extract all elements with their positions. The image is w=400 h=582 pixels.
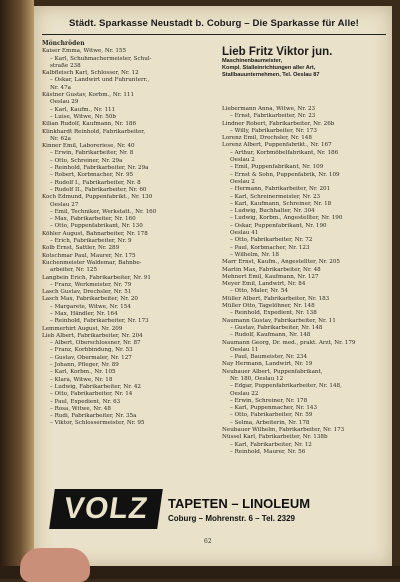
left-column (42, 40, 214, 428)
directory-entry: – Wilhelm, Nr. 18 (230, 251, 279, 258)
directory-entry: – Otto, Schreiner, Nr. 29a (50, 157, 123, 164)
directory-entry: – Robert, Korbmacher, Nr. 95 (50, 172, 134, 179)
directory-entry: Kotschmar Paul, Maurer, Nr. 175 (42, 252, 136, 259)
directory-entry: – Johann, Pfleger, Nr. 89 (50, 362, 119, 369)
directory-entry: – Ernst & Sohn, Puppenfabrik, Nr. 109 (230, 171, 340, 178)
directory-entry: – Karl, Korbm., Nr. 105 (50, 369, 116, 376)
advertisement-lieb (222, 46, 386, 104)
directory-entry: – Reinhold, Fabrikarbeiter, Nr. 29a (50, 165, 149, 172)
directory-entry: Nr. 47a (50, 84, 71, 91)
directory-entry: – Karl, Fabrikarbeiter, Nr. 12 (230, 441, 312, 448)
directory-entry: Liebermann Anna, Witwe, Nr. 23 (222, 106, 316, 112)
section-title: Mönchröden (42, 40, 85, 47)
directory-entry: – Klara, Witwe, Nr. 18 (50, 376, 113, 383)
directory-entry: Kästner Gustav, Korbm., Nr. 111 (42, 92, 135, 99)
book-spine (0, 0, 34, 579)
directory-entry: Oeslau 2 (230, 178, 255, 185)
directory-entry: – Paul, Expedient, Nr. 63 (50, 398, 121, 405)
directory-entry: Lorenz Albert, Puppenfabrikt., Nr. 167 (222, 142, 332, 149)
right-column (222, 106, 386, 456)
directory-entry: Martin Max, Fabrikarbeiter, Nr. 48 (222, 266, 321, 273)
directory-entry: – Karl, Kaufmann, Schreiner, Nr. 18 (230, 200, 332, 207)
directory-entry: – Otto, Puppenfabrikant, Nr. 130 (50, 223, 143, 230)
directory-entry: – Albert, Oberschlossner, Nr. 87 (50, 340, 141, 347)
directory-entry: – Viktor, Schlossermeister, Nr. 95 (50, 420, 145, 427)
volz-text (168, 496, 310, 523)
directory-entry: – Rudolf I., Fabrikarbeiter, Nr. 8 (50, 179, 141, 186)
directory-entry: – Reinhold, Maurer, Nr. 56 (230, 448, 306, 455)
directory-entry: Nay Hermann, Landwirt, Nr. 19 (222, 361, 313, 368)
directory-entry: – Emil, Puppenfabrikant, Nr. 109 (230, 164, 324, 171)
directory-entry: Lasch Max, Fabrikarbeiter, Nr. 20 (42, 296, 138, 303)
directory-entry: – Erwin, Schreiner, Nr. 178 (230, 397, 308, 404)
directory-entry: Neubauer Albert, Puppenfabrikant, (222, 368, 323, 375)
directory-entry: Lemmerhirt August, Nr. 209 (42, 325, 123, 332)
directory-entry: Kinner Emil, Laboreriese, Nr. 40 (42, 143, 135, 150)
directory-entry: – Ludwig, Korbm., Angestellter, Nr. 190 (230, 215, 343, 222)
directory-entry: – Arthur, Korbmöbelfabrikant, Nr. 186 (230, 149, 339, 156)
directory-entry: – Rudolf II., Fabrikarbeiter, Nr. 60 (50, 186, 147, 193)
volz-line1: TAPETEN – LINOLEUM (168, 495, 311, 511)
directory-entry: Mehnert Emil, Kaufmann, Nr. 127 (222, 273, 319, 280)
directory-entry: Naumann Gustav, Fabrikarbeiter, Nr. 11 (222, 317, 336, 324)
thumb-image (20, 548, 90, 582)
directory-entry: – Karl, Puppenmacher, Nr. 143 (230, 405, 318, 412)
directory-entry: – Karl, Schuhmachermeister, Schul- (50, 55, 152, 62)
ad-lieb-line2: Kompl. Stalleinrichtungen aller Art, (222, 65, 316, 71)
directory-entry: – Emil, Techniker, Werkstatt., Nr. 160 (50, 208, 157, 215)
advertisement-volz (52, 484, 376, 534)
directory-entry: Lieb Albert, Fabrikarbeiter, Nr. 204 (42, 332, 143, 339)
volz-line2: Coburg – Mohrenstr. 6 – Tel. 2329 (168, 513, 295, 523)
directory-entry: – Margarete, Witwe, Nr. 154 (50, 303, 131, 310)
directory-entry: – Edgar, Puppenfabrikarbeiter, Nr. 148, (230, 383, 342, 390)
directory-entry: Oeslau 27 (50, 201, 79, 208)
directory-entry: Oeslau 41 (230, 230, 259, 237)
ad-lieb-line1: Maschinenbaumeister, (222, 58, 282, 64)
directory-entry: Meyer Emil, Landwirt, Nr. 84 (222, 281, 306, 288)
directory-entry: Kalbfleisch Karl, Schlosser, Nr. 12 (42, 70, 139, 77)
directory-entry: – Hermann, Fabrikarbeiter, Nr. 201 (230, 186, 331, 193)
directory-entry: Kaiser Emma, Witwe, Nr. 155 (42, 48, 127, 55)
directory-entry: – Otto, Fabrikarbeiter, Nr. 14 (50, 391, 133, 398)
directory-entry: – Otto, Fabrikarbeiter, Nr. 59 (230, 412, 313, 419)
ad-lieb-name: Lieb Fritz Viktor jun. (222, 46, 333, 58)
directory-entry: Nr. 62a (50, 135, 71, 142)
directory-entry: – Franz, Korbbindung, Nr. 53 (50, 347, 133, 354)
directory-entry: – Gustav, Fabrikarbeiter, Nr. 148 (230, 324, 323, 331)
directory-entry: – Luise, Witwe, Nr. 50b (50, 113, 116, 120)
directory-entry: Lorenz Emil, Drechsler, Nr. 148 (222, 135, 312, 142)
right-column-entries (222, 106, 386, 456)
directory-entry: – Paul, Korbmacher, Nr. 123 (230, 244, 310, 251)
directory-entry: – Karl, Kaufm., Nr. 111 (50, 106, 116, 113)
directory-entry: Klinkhardt Reinhold, Fabrikarbeiter, (42, 128, 146, 135)
directory-entry: – Franz, Werkmeister, Nr. 79 (50, 281, 132, 288)
directory-entry: Müller Otto, Tagelöhner, Nr. 148 (222, 303, 315, 310)
directory-entry: Oeslau 2 (230, 157, 255, 164)
directory-entry: – Rudi, Fabrikarbeiter, Nr. 35a (50, 413, 137, 420)
directory-entry: – Erwin, Fabrikarbeiter, Nr. 8 (50, 150, 134, 157)
directory-entry: – Oskar, Landwirt und Fuhrunterr., (50, 77, 150, 84)
directory-entry: – Willy, Fabrikarbeiter, Nr. 173 (230, 127, 317, 134)
directory-entry: Kilian Rudolf, Kaufmann, Nr. 186 (42, 121, 137, 128)
directory-entry: Lasch Gustav, Drechsler, Nr. 51 (42, 289, 132, 296)
directory-entry: arbeiter, Nr. 125 (50, 267, 98, 274)
directory-entry: Oeslau 29 (50, 99, 79, 106)
directory-entry: Koch Edmund, Puppenfabrikt., Nr. 130 (42, 194, 153, 201)
directory-entry: Kuchenmeister Waldemar, Bahnbe- (42, 259, 142, 266)
page-header: Städt. Sparkasse Neustadt b. Coburg – Die Sparkasse für Alle! (42, 12, 386, 35)
directory-entry: – Rudolf, Kaufmann, Nr. 148 (230, 332, 311, 339)
directory-entry: Kolb Ernst, Sattler, Nr. 289 (42, 245, 120, 252)
directory-entry: Naumann Georg, Dr. med., prakt. Arzt, Nr. 179 (222, 339, 356, 346)
directory-entry: Oeslau 22 (230, 390, 259, 397)
directory-entry: Müller Albert, Fabrikarbeiter, Nr. 183 (222, 295, 330, 302)
directory-entry: – Karl, Schreinermeister, Nr. 23 (230, 193, 321, 200)
directory-entry: straße 238 (50, 62, 81, 69)
directory-entry: Köhler August, Bahnarbeiter, Nr. 178 (42, 230, 148, 237)
directory-entry: Langbein Erich, Fabrikarbeiter, Nr. 91 (42, 274, 151, 281)
directory-entry: Neubauer Wilhelm, Fabrikarbeiter, Nr. 173 (222, 427, 345, 434)
directory-entry: Lindner Robert, Fabrikarbeiter, Nr. 26b (222, 120, 335, 127)
directory-entry: – Gustav, Obermaler, Nr. 127 (50, 354, 132, 361)
directory-entry: Nüssel Karl, Fabrikarbeiter, Nr. 138b (222, 434, 328, 441)
ad-lieb-line3: Stallbauunternehmen, Tel. Oeslau 87 (222, 72, 320, 78)
directory-entry: – Oskar, Puppenfabrikant, Nr. 190 (230, 222, 327, 229)
directory-entry: Oeslau 11 (230, 346, 259, 353)
directory-entry: Nr. 180, Oeslau 12 (230, 375, 284, 382)
directory-page (34, 6, 392, 566)
directory-entry: – Rosa, Witwe, Nr. 48 (50, 405, 111, 412)
directory-entry: – Ernst, Fabrikarbeiter, Nr. 23 (230, 113, 316, 120)
directory-entry: – Selma, Arbeiterin, Nr. 178 (230, 419, 310, 426)
directory-entry: – Ludwig, Buchhalter, Nr. 304 (230, 208, 315, 215)
directory-entry: Marr Ernst, Kaufm., Angestellter, Nr. 205 (222, 259, 340, 266)
directory-entry: – Paul, Baumeister, Nr. 234 (230, 354, 308, 361)
left-column-entries (42, 48, 214, 427)
directory-entry: – Ludwig, Fabrikarbeiter, Nr. 42 (50, 383, 141, 390)
directory-entry: – Reinhold, Expedient, Nr. 138 (230, 310, 317, 317)
directory-entry: – Reinhold, Fabrikarbeiter, Nr. 173 (50, 318, 149, 325)
directory-entry: – Max, Händler, Nr. 164 (50, 310, 118, 317)
directory-entry: – Otto, Maler, Nr. 54 (230, 288, 288, 295)
page-number: 62 (204, 538, 212, 545)
directory-entry: – Max, Fabrikarbeiter, Nr. 160 (50, 216, 136, 223)
directory-entry: – Erich, Fabrikarbeiter, Nr. 9 (50, 238, 132, 245)
volz-logo: VOLZ (49, 489, 163, 529)
directory-entry: – Otto, Fabrikarbeiter, Nr. 72 (230, 237, 313, 244)
